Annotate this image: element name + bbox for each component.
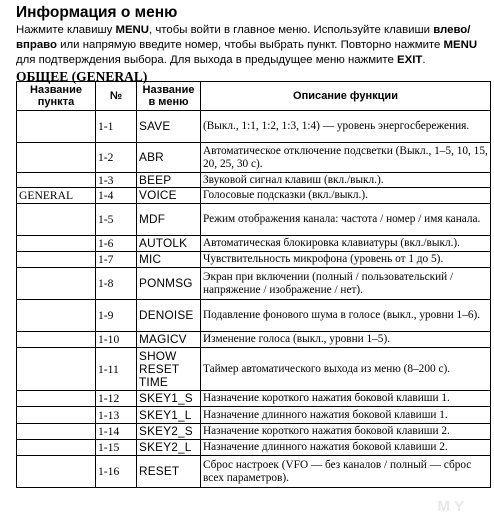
number-cell: 1-9 — [96, 300, 137, 332]
description-cell: Сброс настроек (VFO — без каналов / полный — сброс всех параметров). — [201, 456, 491, 488]
group-cell — [17, 173, 96, 188]
table-row — [17, 456, 491, 488]
description-cell: (Выкл., 1:1, 1:2, 1:3, 1:4) — уровень энергосбережения. — [201, 111, 491, 143]
menu-name-cell: VOICE — [137, 188, 201, 204]
number-cell: 1-2 — [96, 143, 137, 173]
number-cell: 1-15 — [96, 440, 137, 456]
menu-name-cell: RESET — [137, 456, 201, 488]
group-cell — [17, 407, 96, 424]
intro-paragraph — [16, 23, 486, 68]
number-cell: 1-6 — [96, 236, 137, 252]
intro-text: , чтобы войти в главное меню. Используйте клавиши — [149, 24, 434, 36]
description-cell: Режим отображения канала: частота / номер / имя канала. — [201, 204, 491, 236]
number-cell: 1-5 — [96, 204, 137, 236]
group-cell — [17, 143, 96, 173]
description-cell: Назначение короткого нажатия боковой клавиши 2. — [201, 424, 491, 440]
table-row — [17, 173, 491, 188]
group-cell — [17, 348, 96, 391]
menu-name-cell: MIC — [137, 252, 201, 268]
number-cell: 1-16 — [96, 456, 137, 488]
section-title: ОБЩЕЕ (GENERAL) — [16, 69, 148, 84]
group-cell — [17, 424, 96, 440]
key-exit: EXIT — [397, 54, 423, 66]
description-cell: Голосовые подсказки (вкл./выкл.). — [201, 188, 491, 204]
description-cell: Подавление фонового шума в голосе (выкл., уровни 1–6). — [201, 300, 491, 332]
header-menu-name: Название в меню — [137, 82, 201, 111]
number-cell: 1-7 — [96, 252, 137, 268]
key-left-right: влево/вправо — [16, 24, 471, 51]
number-cell: 1-1 — [96, 111, 137, 143]
number-cell: 1-10 — [96, 332, 137, 348]
table-row — [17, 252, 491, 268]
intro-text: для подтверждения выбора. Для выхода в предыдущее меню нажмите — [16, 54, 397, 66]
description-cell: Назначение короткого нажатия боковой клавиши 1. — [201, 391, 491, 407]
group-cell — [17, 111, 96, 143]
menu-name-cell: ABR — [137, 143, 201, 173]
table-row — [17, 391, 491, 407]
key-menu: MENU — [443, 39, 478, 51]
group-cell — [17, 391, 96, 407]
group-cell — [17, 252, 96, 268]
header-number: № — [96, 82, 137, 111]
table-row — [17, 268, 491, 300]
intro-text: или напрямую введите номер, чтобы выбрать пункт. Повторно нажмите — [57, 39, 444, 51]
menu-name-cell: SKEY1_L — [137, 407, 201, 424]
document-page — [16, 4, 490, 484]
description-cell: Изменение голоса (выкл., уровни 1–5). — [201, 332, 491, 348]
number-cell: 1-3 — [96, 173, 137, 188]
table-row — [17, 424, 491, 440]
description-cell: Назначение длинного нажатия боковой клавиши 1. — [201, 407, 491, 424]
group-cell — [17, 456, 96, 488]
table-row — [17, 188, 491, 204]
menu-table — [16, 81, 491, 488]
table-row — [17, 204, 491, 236]
table-row — [17, 407, 491, 424]
description-cell: Автоматическое отключение подсветки (Выкл., 1–5, 10, 15, 20, 25, 30 с). — [201, 143, 491, 173]
group-cell — [17, 204, 96, 236]
table-header-row — [17, 82, 491, 111]
description-cell: Звуковой сигнал клавиш (вкл./выкл.). — [201, 173, 491, 188]
number-cell: 1-12 — [96, 391, 137, 407]
menu-name-cell: SKEY2_S — [137, 424, 201, 440]
table-row — [17, 300, 491, 332]
intro-text: . — [422, 54, 426, 66]
header-item-name: Название пункта — [17, 82, 96, 111]
menu-name-cell: SHOW RESET TIME — [137, 348, 201, 391]
intro-text: Нажмите клавишу — [16, 24, 116, 36]
menu-name-cell: AUTOLK — [137, 236, 201, 252]
table-row — [17, 332, 491, 348]
key-menu: MENU — [115, 24, 150, 36]
description-cell: Экран при включении (полный / пользовательский / напряжение / изображение / нет). — [201, 268, 491, 300]
description-cell: Автоматическая блокировка клавиатуры (вкл./выкл.). — [201, 236, 491, 252]
watermark: MY — [437, 498, 468, 515]
group-cell — [17, 236, 96, 252]
group-cell — [17, 332, 96, 348]
number-cell: 1-8 — [96, 268, 137, 300]
table-row — [17, 143, 491, 173]
description-cell: Чувствительность микрофона (уровень от 1 до 5). — [201, 252, 491, 268]
menu-name-cell: SKEY2_L — [137, 440, 201, 456]
group-cell — [17, 268, 96, 300]
table-row — [17, 440, 491, 456]
menu-name-cell: BEEP — [137, 173, 201, 188]
menu-name-cell: MAGICV — [137, 332, 201, 348]
menu-name-cell: SAVE — [137, 111, 201, 143]
table-row — [17, 236, 491, 252]
group-cell — [17, 440, 96, 456]
table-row — [17, 111, 491, 143]
number-cell: 1-4 — [96, 188, 137, 204]
page-title: Информация о меню — [16, 4, 178, 21]
description-cell: Таймер автоматического выхода из меню (8–200 с). — [201, 348, 491, 391]
header-description: Описание функции — [201, 82, 491, 111]
number-cell: 1-11 — [96, 348, 137, 391]
number-cell: 1-14 — [96, 424, 137, 440]
number-cell: 1-13 — [96, 407, 137, 424]
description-cell: Назначение длинного нажатия боковой клавиши 2. — [201, 440, 491, 456]
menu-name-cell: PONMSG — [137, 268, 201, 300]
menu-name-cell: SKEY1_S — [137, 391, 201, 407]
group-cell — [17, 300, 96, 332]
table-row — [17, 348, 491, 391]
group-cell: GENERAL — [17, 188, 96, 204]
menu-name-cell: MDF — [137, 204, 201, 236]
menu-name-cell: DENOISE — [137, 300, 201, 332]
